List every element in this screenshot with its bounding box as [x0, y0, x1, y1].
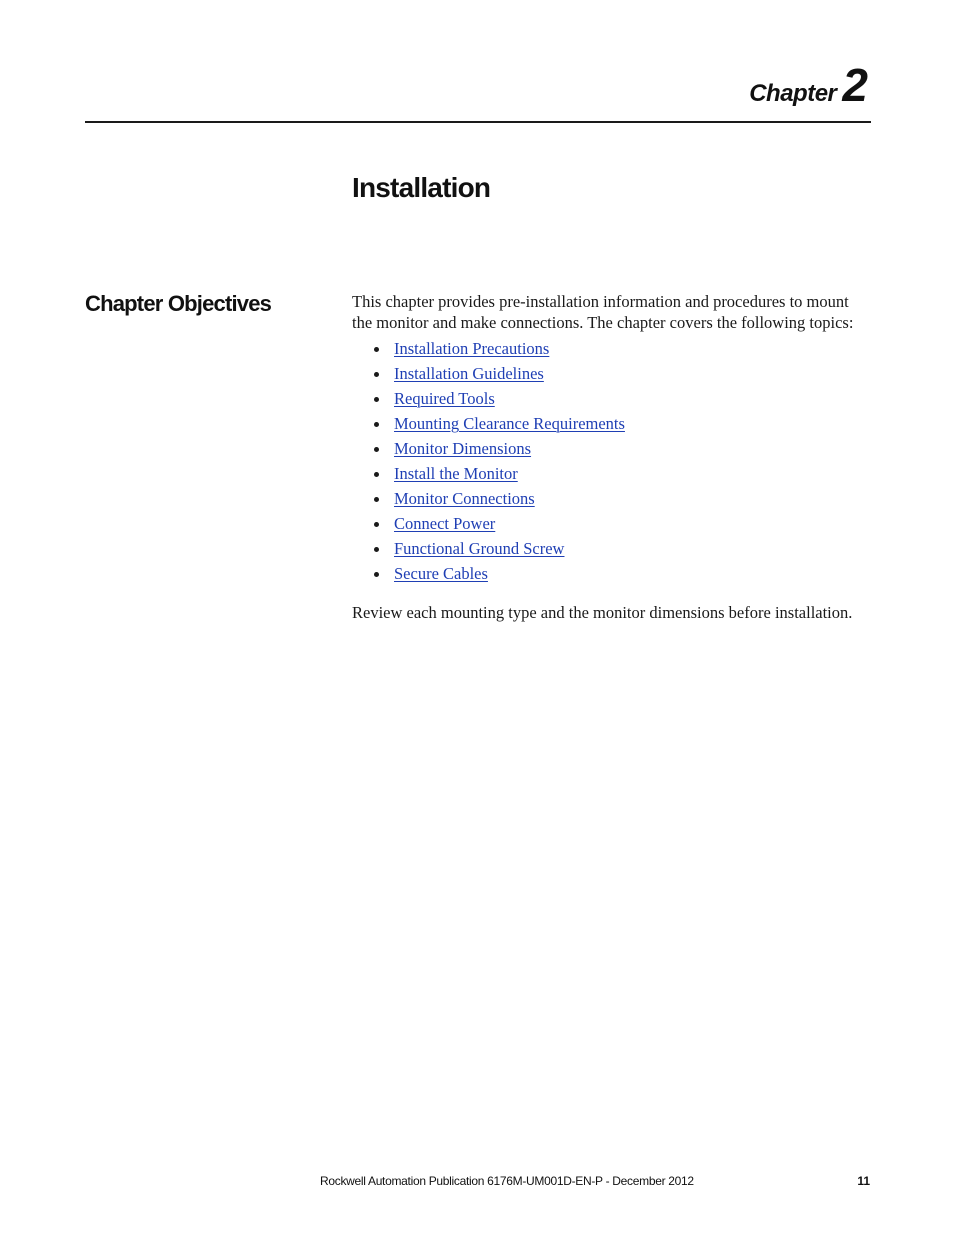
- publication-info: Rockwell Automation Publication 6176M-UM001D-EN-P - December 2012: [320, 1174, 694, 1188]
- list-item: [352, 436, 872, 461]
- list-item: [352, 336, 872, 361]
- bullet-icon: [374, 372, 379, 377]
- bullet-icon: [374, 472, 379, 477]
- topic-link-monitor-dimensions[interactable]: Monitor Dimensions: [394, 439, 532, 458]
- closing-paragraph: Review each mounting type and the monitor dimensions before installation.: [352, 603, 853, 622]
- list-item: [352, 536, 872, 561]
- section-body: [352, 291, 872, 623]
- topic-link-mounting-clearance-requirements[interactable]: Mounting Clearance Requirements: [394, 414, 625, 433]
- chapter-header: [749, 59, 868, 111]
- page-number: 11: [857, 1174, 870, 1188]
- bullet-icon: [374, 347, 379, 352]
- header-divider: [85, 121, 871, 123]
- intro-paragraph: This chapter provides pre-installation information and procedures to mount the monitor and make connections. The chapter covers the following topics:: [352, 292, 854, 332]
- topic-link-install-the-monitor[interactable]: Install the Monitor: [394, 464, 518, 483]
- topic-link-secure-cables[interactable]: Secure Cables: [394, 564, 488, 583]
- bullet-icon: [374, 572, 379, 577]
- list-item: [352, 411, 872, 436]
- bullet-icon: [374, 397, 379, 402]
- list-item: [352, 486, 872, 511]
- page-title: Installation: [352, 172, 491, 203]
- list-item: [352, 561, 872, 586]
- topic-link-functional-ground-screw[interactable]: Functional Ground Screw: [394, 539, 565, 558]
- bullet-icon: [374, 547, 379, 552]
- bullet-icon: [374, 447, 379, 452]
- bullet-icon: [374, 522, 379, 527]
- topic-link-installation-guidelines[interactable]: Installation Guidelines: [394, 364, 544, 383]
- topic-link-installation-precautions[interactable]: Installation Precautions: [394, 339, 550, 358]
- list-item: [352, 461, 872, 486]
- bullet-icon: [374, 422, 379, 427]
- list-item: [352, 386, 872, 411]
- list-item: [352, 361, 872, 386]
- list-item: [352, 511, 872, 536]
- section-heading: Chapter Objectives: [85, 291, 272, 316]
- topic-link-monitor-connections[interactable]: Monitor Connections: [394, 489, 535, 508]
- chapter-number: 2: [842, 59, 868, 111]
- bullet-icon: [374, 497, 379, 502]
- topic-link-required-tools[interactable]: Required Tools: [394, 389, 495, 408]
- chapter-label: Chapter: [749, 80, 837, 107]
- topic-link-connect-power[interactable]: Connect Power: [394, 514, 496, 533]
- topic-list: [352, 336, 872, 586]
